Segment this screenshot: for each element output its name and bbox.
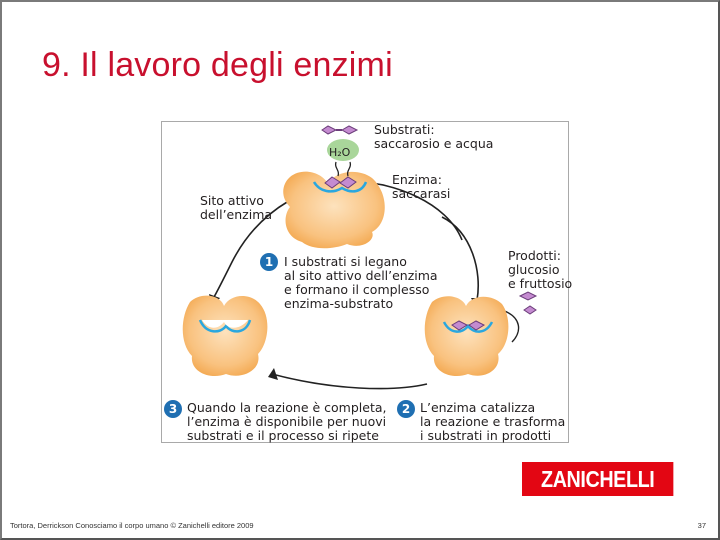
substrates-label-line: Substrati: [374,122,435,137]
step-3-badge: 3 [164,400,182,418]
step-2-line: L’enzima catalizza [420,400,536,415]
step-2-text [420,401,565,443]
enzyme-label-line: saccarasi [392,186,451,201]
water-label: H₂O [329,146,351,159]
step-1-line: enzima-substrato [284,296,394,311]
footer-credit: Tortora, Derrickson Conosciamo il corpo umano © Zanichelli editore 2009 [10,521,254,530]
step-2-badge: 2 [397,400,415,418]
active-site-label-line: Sito attivo [200,193,264,208]
product-fructose [524,306,536,314]
step-3-text [187,401,386,443]
cycle-arrow-bottom [272,374,427,389]
slide-title: 9. Il lavoro degli enzimi [42,46,393,84]
step-1-badge: 1 [260,253,278,271]
products-label-line: glucosio [508,262,560,277]
enzyme-label-line: Enzima: [392,172,442,187]
enzyme-label [392,173,450,201]
enzyme-diagram [161,121,573,443]
step-1-line: al sito attivo dell’enzima [284,268,438,283]
product-glucose [520,292,536,300]
cycle-arrow-right [442,217,478,300]
step-3-line: l’enzima è disponibile per nuovi [187,414,387,429]
enzyme-top [283,172,385,249]
step-1-line: I substrati si legano [284,254,407,269]
water-arrow [336,162,339,176]
step-2-line: i substrati in prodotti [420,428,552,443]
substrates-label-line: saccarosio e acqua [374,136,494,151]
enzyme-left [183,296,268,376]
substrates-label [374,123,493,151]
step-3-line: Quando la reazione è completa, [187,400,387,415]
products-label-line: e fruttosio [508,276,573,291]
products-label [508,249,572,291]
step-3-line: substrati e il processo si ripete [187,428,379,443]
step-2-line: la reazione e trasforma [420,414,566,429]
substrate-molecule [322,126,357,134]
step-1-text [284,255,438,311]
zanichelli-logo: ZANICHELLI [522,462,673,496]
page-number: 37 [697,521,706,530]
step-1-line: e formano il complesso [284,282,430,297]
products-label-line: Prodotti: [508,248,561,263]
cycle-arrow-head-bottom [268,368,278,380]
active-site-label-line: dell’enzima [200,207,273,222]
active-site-label [200,194,272,222]
